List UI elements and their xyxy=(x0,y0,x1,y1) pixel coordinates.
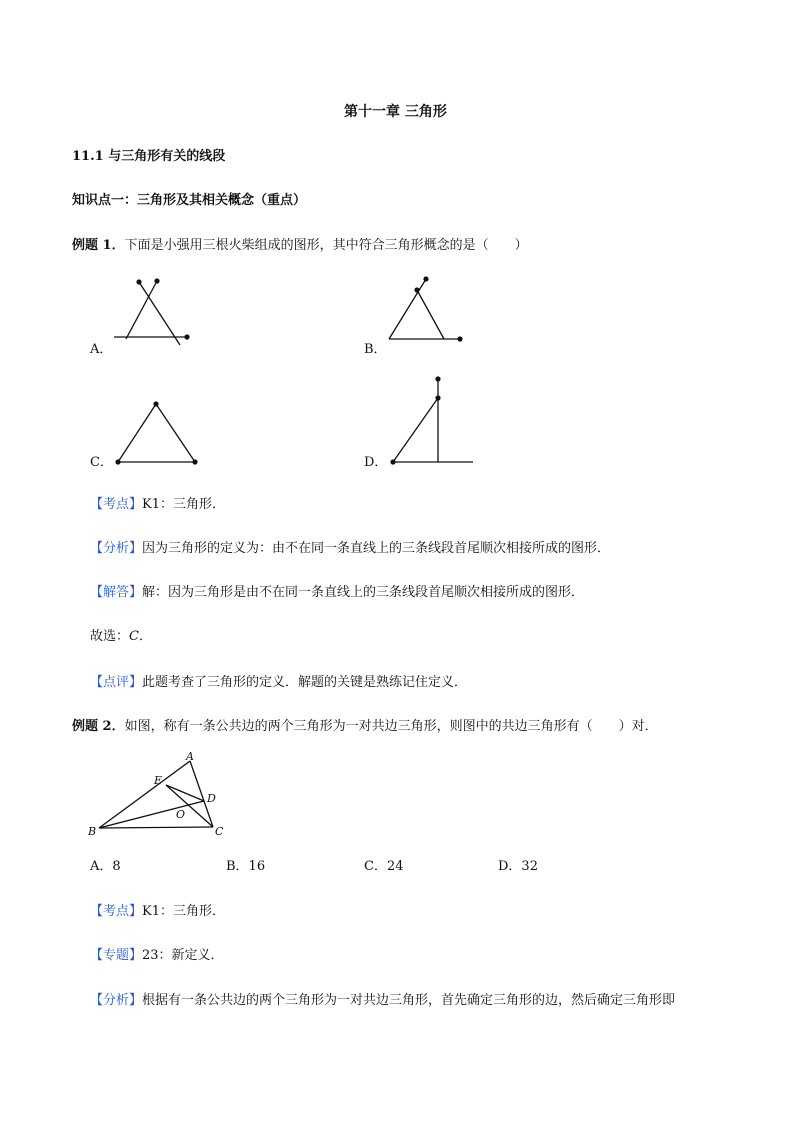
example2-label: 例题 2． xyxy=(72,719,125,734)
example2-choice-b: B．16 xyxy=(226,859,266,874)
example1-figure-c xyxy=(110,398,210,478)
example1-figure-a xyxy=(110,275,210,355)
example2-kaodian-line xyxy=(90,904,225,920)
example1-jieda-tag: 【解答】 xyxy=(90,585,143,600)
example1-option-d-label: D． xyxy=(364,455,388,470)
example2-question-line xyxy=(72,719,658,735)
point-label-a: A xyxy=(186,750,194,763)
example1-jieda-line xyxy=(90,585,584,601)
example1-answer-suffix: ． xyxy=(138,629,152,644)
example1-answer-letter: C xyxy=(129,629,139,644)
example1-option-b-label: B． xyxy=(364,342,387,357)
example1-fenxi-line xyxy=(90,541,610,557)
example1-jieda-text: 解：因为三角形是由不在同一条直线上的三条线段首尾顺次相接所成的图形． xyxy=(142,585,585,600)
point-label-c: C xyxy=(215,825,224,838)
example1-kaodian-tag: 【考点】 xyxy=(90,497,143,512)
point-label-d: D xyxy=(207,792,216,805)
example1-answer-prefix: 故选： xyxy=(90,629,130,644)
example2-fenxi-tag: 【分析】 xyxy=(90,993,143,1008)
example1-option-c-label: C． xyxy=(90,455,113,470)
example1-fenxi-text: 因为三角形的定义为：由不在同一条直线上的三条线段首尾顺次相接所成的图形． xyxy=(142,541,611,556)
example1-fenxi-tag: 【分析】 xyxy=(90,541,143,556)
point-label-o: O xyxy=(176,808,186,821)
example1-answer-line xyxy=(90,629,152,645)
example2-choice-d: D．32 xyxy=(498,859,538,874)
example2-fenxi-line xyxy=(90,993,675,1009)
point-label-b: B xyxy=(88,825,97,838)
example1-dianping-text: 此题考查了三角形的定义．解题的关键是熟练记住定义． xyxy=(142,675,468,690)
example1-label: 例题 1． xyxy=(72,238,125,253)
example1-figure-b xyxy=(380,270,480,350)
example2-zhuanti-tag: 【专题】 xyxy=(90,948,143,963)
example2-zhuanti-line xyxy=(90,948,224,964)
example2-kaodian-tag: 【考点】 xyxy=(90,904,143,919)
example1-dianping-line xyxy=(90,675,467,691)
example1-kaodian-line xyxy=(90,497,225,513)
knowledge-point-heading: 知识点一：三角形及其相关概念（重点） xyxy=(72,193,307,208)
example1-question-line xyxy=(72,238,528,254)
example1-question: 下面是小强用三根火柴组成的图形，其中符合三角形概念的是（ ） xyxy=(124,238,528,253)
example2-fenxi-text: 根据有一条公共边的两个三角形为一对共边三角形，首先确定三角形的边，然后确定三角形即 xyxy=(142,993,676,1008)
section-title: 11.1 与三角形有关的线段 xyxy=(72,149,226,164)
example2-kaodian-text: K1：三角形． xyxy=(142,904,225,919)
example2-zhuanti-text: 23：新定义． xyxy=(142,948,224,963)
example2-choice-c: C．24 xyxy=(364,859,404,874)
example2-choice-a: A．8 xyxy=(90,859,121,874)
example2-question: 如图，称有一条公共边的两个三角形为一对共边三角形，则图中的共边三角形有（ ）对． xyxy=(124,719,658,734)
point-label-e: E xyxy=(154,774,163,787)
example1-option-a-label: A． xyxy=(90,342,113,357)
example1-kaodian-text: K1：三角形． xyxy=(142,497,225,512)
example1-figure-d xyxy=(385,372,495,472)
example2-triangle-figure xyxy=(88,752,238,842)
example1-dianping-tag: 【点评】 xyxy=(90,675,143,690)
chapter-title: 第十一章 三角形 xyxy=(344,104,447,120)
